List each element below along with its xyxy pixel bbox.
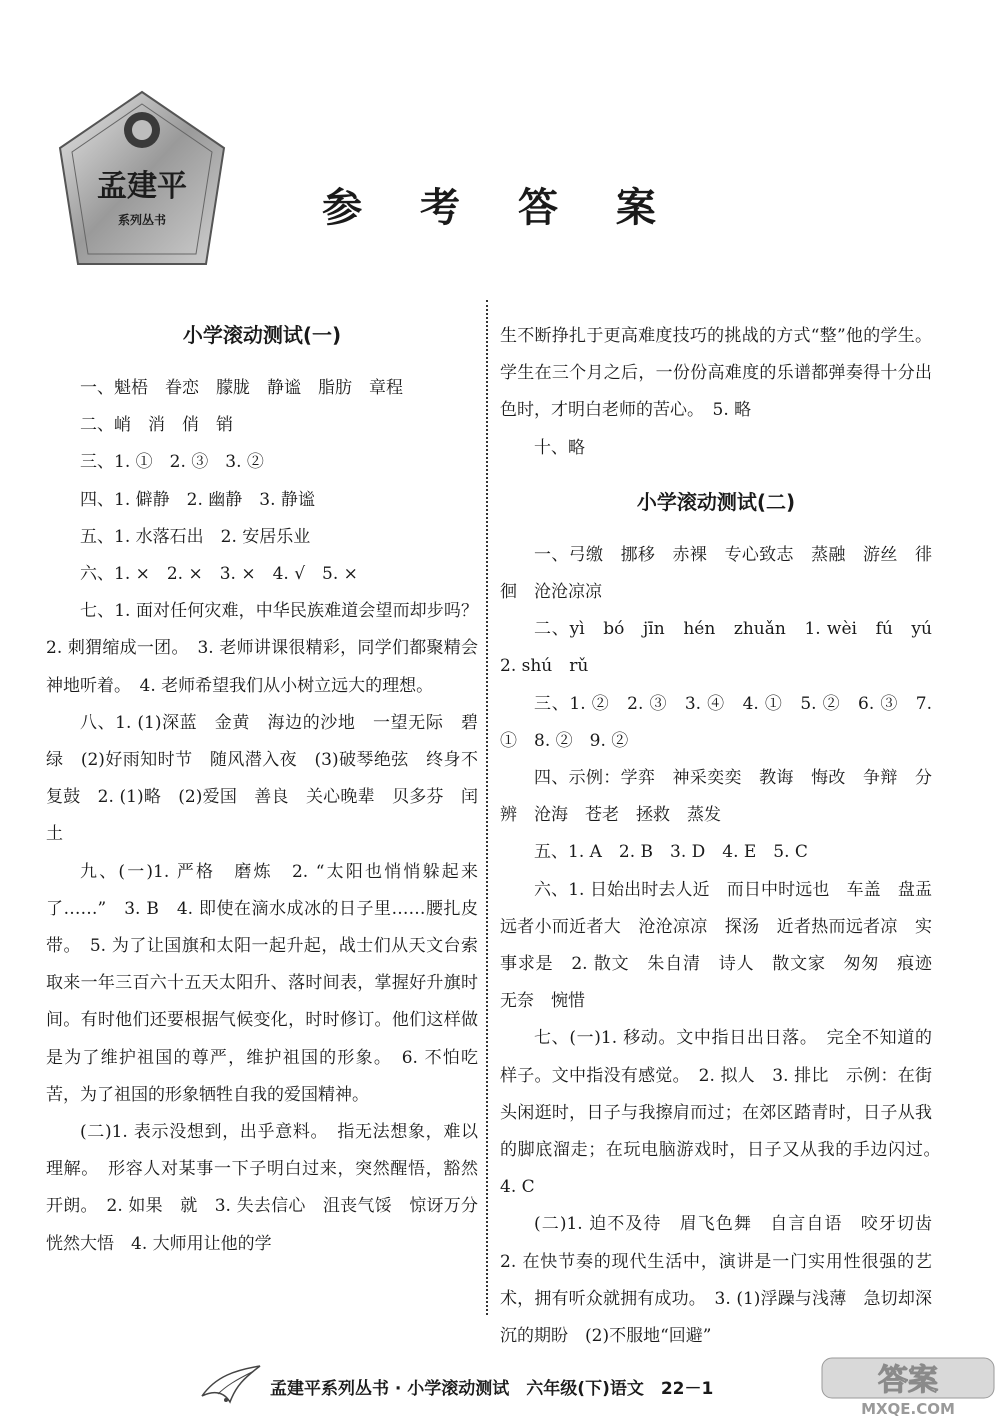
- svg-text:答案: 答案: [878, 1363, 938, 1398]
- test1-cont-answer-1: 生不断挣扎于更高难度技巧的挑战的方式“整”他的学生。学生在三个月之后，一份份高难度的乐谱都弹奏得十分出色时，才明白老师的苦心。 5. 略: [500, 326, 932, 421]
- test1-answer-9: 九、(一)1. 严格 磨炼 2. “太阳也悄悄躲起来了……” 3. B 4. 即使在滴水成冰的日子里……腰扎皮带。 5. 为了让国旗和太阳一起升起，战士们从天文台索取来一年三百六十五天太阳升、落时间表，掌握好升旗时间。有时他们还要根据气候变化，时时修订。他们这样做是为了维护祖国的尊严，维护祖国的形象。 6. 不怕吃苦，为了祖国的形象牺牲自我的爱国精神。: [46, 861, 478, 1105]
- section-title-test-1: 小学滚动测试(一): [182, 323, 342, 347]
- svg-text:MXQE.COM: MXQE.COM: [861, 1400, 955, 1418]
- logo-name: 孟建平: [97, 169, 187, 204]
- test1-answer-3: 三、1. ① 2. ③ 3. ②: [80, 452, 264, 473]
- test1-answer-4: 四、1. 僻静 2. 幽静 3. 静谧: [80, 489, 315, 510]
- footer-text: 孟建平系列丛书 · 小学滚动测试 六年级(下)语文 22－1: [270, 1379, 714, 1399]
- test1-answer-7: 七、1. 面对任何灾难，中华民族难道会望而却步吗？ 2. 刺猬缩成一团。 3. 老师讲课很精彩，同学们都聚精会神地听着。 4. 老师希望我们从小树立远大的理想。: [46, 601, 495, 696]
- series-logo: [56, 88, 228, 268]
- test1-answer-2: 二、峭 消 俏 销: [80, 415, 233, 436]
- column-divider: [486, 300, 488, 1315]
- test1-answer-1: 一、魁梧 眷恋 朦胧 静谧 脂肪 章程: [80, 378, 403, 398]
- test2-answer-1: 一、弓缴 挪移 赤裸 专心致志 蒸融 游丝 徘徊 沧沧凉凉: [500, 544, 932, 603]
- page-title: 参 考 答 案: [322, 185, 678, 231]
- test2-answer-6: 六、1. 日始出时去人近 而日中时远也 车盖 盘盂 远者小而近者大 沧沧凉凉 探汤 近者热而远者凉 实事求是 2. 散文 朱自清 诗人 散文家 匆匆 痕迹 无奈 惋惜: [500, 879, 949, 1012]
- section-title-test-2: 小学滚动测试(二): [636, 489, 796, 514]
- bird-icon: [196, 1356, 266, 1412]
- test1-answer-8: 八、1. (1)深蓝 金黄 海边的沙地 一望无际 碧绿 (2)好雨知时节 随风潜入夜 (3)破琴绝弦 终身不复鼓 2. (1)略 (2)爱国 善良 关心晚辈 贝多芬 闰土: [46, 712, 478, 845]
- test2-answer-7: 七、(一)1. 移动。文中指日出日落。 完全不知道的样子。文中指没有感觉。 2. 拟人 3. 排比 示例：在街头闲逛时，日子与我擦肩而过；在郊区踏青时，日子从我的脚底溜走；在玩电脑游戏时，日子又从我的手边闪过。 4. C: [500, 1028, 949, 1198]
- test1-answer-5: 五、1. 水落石出 2. 安居乐业: [80, 526, 311, 547]
- test2-answer-4: 四、示例：学弈 神采奕奕 教诲 悔改 争辩 分辨 沧海 苍老 拯救 蒸发: [500, 768, 932, 826]
- test1-cont-answer-2: 十、略: [534, 437, 585, 458]
- right-column: [500, 318, 949, 1355]
- test2-answer-3: 三、1. ② 2. ③ 3. ④ 4. ① 5. ② 6. ③ 7. ① 8. ② 9. ②: [500, 693, 932, 751]
- logo-subtitle: 系列丛书: [117, 213, 167, 227]
- watermark-logo: [820, 1356, 996, 1418]
- test2-answer-8: (二)1. 迫不及待 眉飞色舞 自言自语 咬牙切齿 2. 在快节奏的现代生活中，演讲是一门实用性很强的艺术，拥有听众就拥有成功。 3. (1)浮躁与浅薄 急切却深沉的期盼 (2)不服地“回避”: [500, 1214, 949, 1347]
- left-column: [46, 312, 495, 1263]
- test1-answer-6: 六、1. × 2. × 3. × 4. √ 5. ×: [80, 564, 358, 585]
- test1-answer-10: (二)1. 表示没想到，出乎意料。 指无法想象，难以理解。 形容人对某事一下子明白过来，突然醒悟，豁然开朗。 2. 如果 就 3. 失去信心 沮丧气馁 惊讶万分 恍然大悟 4. 大师用让他的学: [46, 1122, 495, 1254]
- test2-answer-2: 二、yì bó jīn hén zhuǎn 1. wèi fú yú 2. shú rǔ: [500, 619, 949, 677]
- test2-answer-5: 五、1. A 2. B 3. D 4. E 5. C: [534, 842, 808, 863]
- page-footer: [0, 1356, 1000, 1416]
